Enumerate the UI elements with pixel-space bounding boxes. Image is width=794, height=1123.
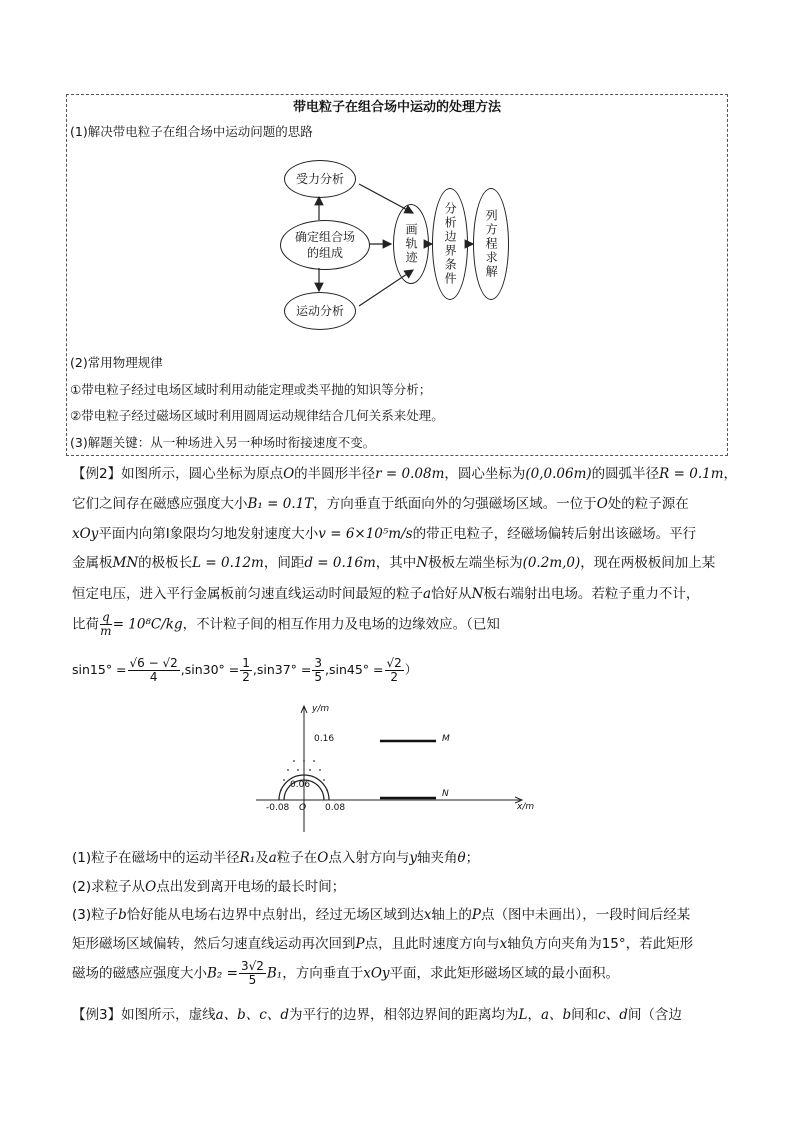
box-title: 带电粒子在组合场中运动的处理方法 — [292, 100, 501, 115]
flow-trajectory-node — [393, 204, 429, 284]
ex2-line-5: 恒定电压，进入平行金属板前匀速直线运动时间最短的粒子a恰好从N板右端射出电场。若粒子重力不计， — [72, 586, 700, 602]
flow-motion-label: 运动分析 — [295, 303, 344, 318]
plate-M-label: M — [442, 734, 450, 744]
question-3-line-1: (3)粒子b恰好能从电场右边界中点射出，经过无场区域到达x轴上的P点（图中未画出），一段时间后经某 — [72, 907, 691, 923]
flow-trajectory-label: 画轨迹 — [404, 223, 419, 265]
box-section-2: (2)常用物理规律 — [70, 355, 163, 370]
flow-determine-label: 确定组合场的组成 — [295, 229, 356, 260]
plate-N-label: N — [442, 789, 449, 799]
ex2-line-3: xOy平面内向第Ⅰ象限均匀地发射速度大小v = 6×10⁵m/s的带正电粒子，经磁场偏转后射出该磁场。平行 — [72, 526, 697, 542]
question-3-line-3: 磁场的磁感应强度大小B₂ = $\frac{3√2}{5}$ B₁，方向垂直于xOy平面，求此矩形磁场区域的最小面积。 — [72, 959, 620, 988]
ex2-line-6: 比荷 $\frac{q}{m}$ = 10⁸C/kg，不计粒子间的相互作用力及电场的边缘效应。（已知 — [72, 610, 500, 639]
flow-boundary-label: 分析边界条件 — [443, 202, 458, 286]
ex2-line-1: 【例2】如图所示，圆心坐标为原点O的半圆形半径r = 0.08m，圆心坐标为(0,0.06m)的圆弧半径R = 0.1m， — [72, 466, 738, 482]
tick-y-016: 0.16 — [314, 734, 335, 744]
flow-boundary-node — [432, 188, 468, 300]
tick-x-neg008: -0.08 — [266, 803, 290, 813]
flow-equation-label: 列方程求解 — [484, 209, 499, 279]
ex2-line-2: 它们之间存在磁感应强度大小B₁ = 0.1T，方向垂直于纸面向外的匀强磁场区域。一位于O处的粒子源在 — [72, 496, 689, 512]
ex2-line-7: sin15° = $\frac{√6 - √2}{4}$ ,sin30° = $\frac{1}{2}$ ,sin37° = $\frac{3}{5}$ ,sin45° = $\frac{√2}{2}$ ） — [72, 656, 418, 685]
box-rule-2: ②带电粒子经过磁场区域时利用圆周运动规律结合几何关系来处理。 — [70, 408, 444, 423]
tick-y-006: 0.06 — [290, 780, 311, 790]
flow-force-node — [284, 160, 356, 198]
x-axis-label: x/m — [517, 802, 535, 812]
question-2: (2)求粒子从O点出发到离开电场的最长时间； — [72, 879, 346, 895]
origin-label: O — [299, 803, 307, 813]
ex3-line-1: 【例3】如图所示，虚线a、b、c、d为平行的边界，相邻边界间的距离均为L，a、b间和c、d间（含边 — [72, 1007, 682, 1023]
magnetic-field-figure — [250, 700, 540, 838]
ex2-line-4: 金属板MN的极板长L = 0.12m，间距d = 0.16m，其中N极板左端坐标为(0.2m,0)，现在两极板间加上某 — [72, 555, 716, 571]
tick-x-008: 0.08 — [325, 803, 346, 813]
flow-determine-node — [280, 220, 370, 270]
flow-force-label: 受力分析 — [295, 171, 344, 186]
box-section-1: (1)解决带电粒子在组合场中运动问题的思路 — [70, 124, 313, 139]
flow-motion-node — [284, 292, 356, 330]
y-axis-label: y/m — [312, 704, 330, 714]
question-1: (1)粒子在磁场中的运动半径R₁及a粒子在O点入射方向与y轴夹角θ； — [72, 850, 480, 866]
box-section-3: (3)解题关键：从一种场进入另一种场时衔接速度不变。 — [70, 435, 376, 450]
flow-equation-node — [473, 188, 509, 300]
question-3-line-2: 矩形磁场区域偏转，然后匀速直线运动再次回到P点，且此时速度方向与x轴负方向夹角为15°，若此矩形 — [72, 936, 694, 952]
box-rule-1: ①带电粒子经过电场区域时利用动能定理或类平抛的知识等分析； — [70, 382, 432, 397]
